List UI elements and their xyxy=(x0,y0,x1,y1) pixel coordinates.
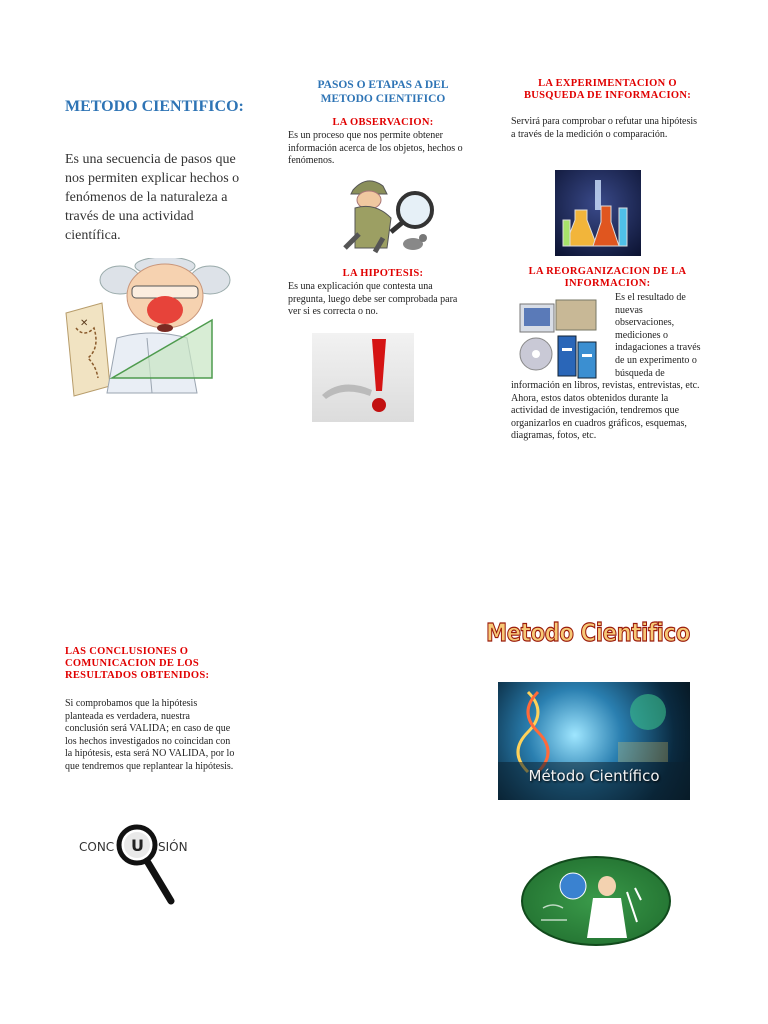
banner-caption: Método Científico xyxy=(528,767,660,785)
svg-text:✕: ✕ xyxy=(80,318,89,329)
reorganizacion-title-line1: LA REORGANIZACION DE LA xyxy=(528,266,687,277)
magnifier-logo-icon xyxy=(75,815,195,910)
detective-illustration xyxy=(335,170,443,255)
computer-books-image xyxy=(512,296,612,384)
experimentacion-title-line2: BUSQUEDA DE INFORMACION: xyxy=(523,90,692,101)
steps-heading xyxy=(283,78,483,106)
conclusiones-title-line1: LAS CONCLUSIONES O xyxy=(65,646,189,657)
reorganizacion-title xyxy=(505,266,710,290)
conclusiones-title xyxy=(65,646,245,682)
detective-magnifier-icon xyxy=(335,170,443,255)
experimentacion-title xyxy=(505,78,710,102)
conclusiones-title-line2: COMUNICACION DE LOS xyxy=(65,658,200,669)
conclusion-logo-right-text: SIÓN xyxy=(158,840,188,854)
steps-heading-line1: PASOS O ETAPAS A DEL xyxy=(317,79,449,91)
observacion-title: LA OBSERVACION: xyxy=(332,117,434,128)
reorganizacion-text-side: Es el resultado de nuevas observaciones, mediciones o indagaciones a través de un experimento o búsqueda de xyxy=(615,292,701,379)
conclusiones-text: Si comprobamos que la hipótesis planteada es verdadera, nuestra conclusión será VALIDA; en caso de que los hechos investigados no coincidan con la hipótesis, esta será NO VALIDA, por lo que tendremos que replantear la hipótesis. xyxy=(65,698,235,772)
professor-illustration xyxy=(62,258,237,398)
computer-books-icon xyxy=(512,296,612,384)
reorganizacion-text-full: información en libros, revistas, entrevistas, etc. Ahora, estos datos obtenidos durante la actividad de investigación, tendremos que organizarlos en cuadros gráficos, esquemas, diagramas, fotos, etc. xyxy=(511,380,700,442)
conclusion-logo xyxy=(75,815,195,910)
chemist-oval-image xyxy=(521,856,671,946)
exclamation-mark-icon xyxy=(312,333,414,422)
intro-paragraph: Es una secuencia de pasos que nos permiten explicar hechos o fenómenos de la naturaleza a través de una actividad científica. xyxy=(65,152,240,243)
hipotesis-text: Es una explicación que contesta una pregunta, luego debe ser comprobada para ver si es correcta o no. xyxy=(288,281,458,318)
svg-text:U: U xyxy=(131,836,144,855)
flasks-image xyxy=(555,170,641,256)
reorganizacion-title-line2: INFORMACION: xyxy=(564,278,651,289)
experimentacion-text: Servirá para comprobar o refutar una hipótesis a través de la medición o comparación. xyxy=(511,116,698,140)
hipotesis-title: LA HIPOTESIS: xyxy=(342,268,424,279)
conclusion-logo-left-text: CONC xyxy=(79,840,115,854)
observacion-text: Es un proceso que nos permite obtener información acerca de los objetos, hechos o fenómenos. xyxy=(288,130,463,167)
cartoon-scientist-icon xyxy=(62,258,237,398)
wordart-title: Metodo Cientifico xyxy=(486,618,690,647)
experimentacion-title-line1: LA EXPERIMENTACION O xyxy=(538,78,677,89)
steps-heading-line2: METODO CIENTIFICO xyxy=(320,93,446,105)
lab-flasks-icon xyxy=(555,170,641,256)
main-title: METODO CIENTIFICO: xyxy=(65,98,244,115)
conclusiones-title-line3: RESULTADOS OBTENIDOS: xyxy=(65,670,210,681)
chemist-icon xyxy=(523,858,669,944)
exclamation-image xyxy=(312,333,414,422)
